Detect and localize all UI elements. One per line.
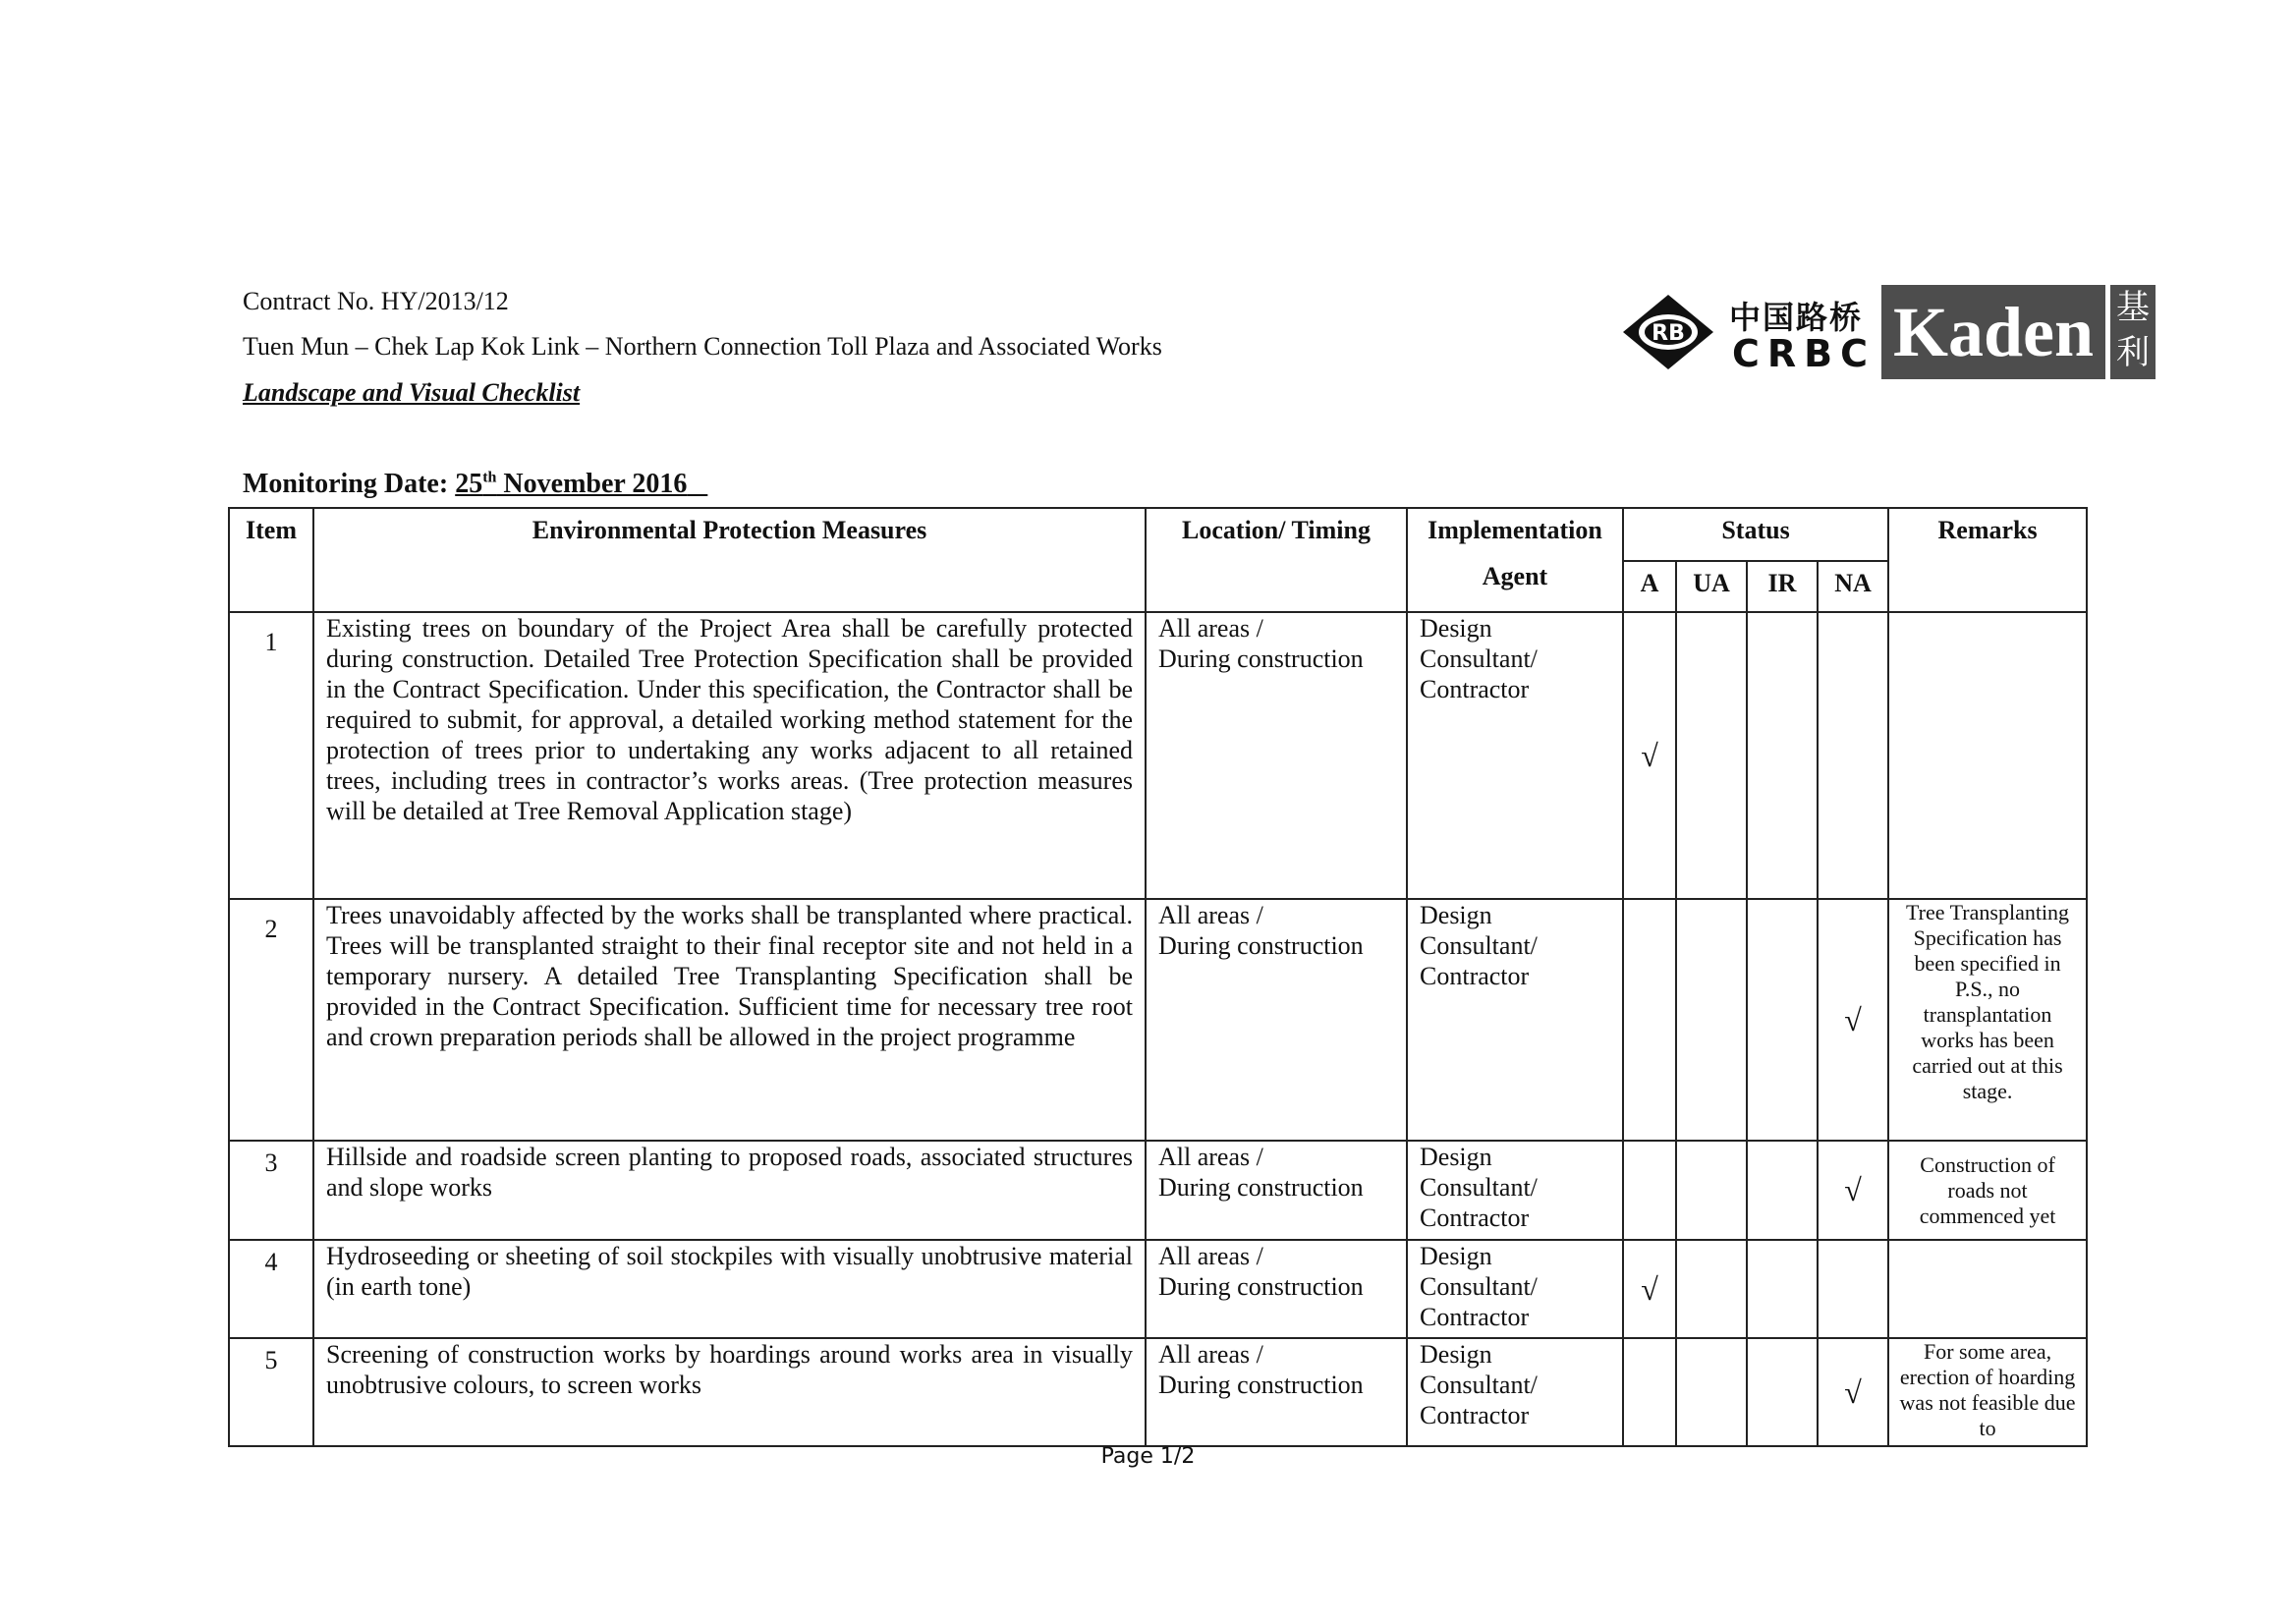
col-header-na: NA [1818, 561, 1888, 612]
agent-line: Consultant/ [1420, 1371, 1538, 1399]
timing-line: During construction [1158, 1173, 1364, 1202]
status-na: √ [1818, 899, 1888, 1141]
agent-line: Design [1420, 901, 1492, 929]
status-ua [1676, 1240, 1747, 1338]
item-number: 2 [229, 899, 313, 1141]
status-na: √ [1818, 1141, 1888, 1240]
status-ir [1747, 612, 1818, 899]
timing-line: During construction [1158, 931, 1364, 960]
location-line: All areas / [1158, 1143, 1263, 1171]
table-row [229, 612, 2087, 899]
col-header-agent-line2: Agent [1482, 562, 1548, 590]
agent-line: Consultant/ [1420, 1272, 1538, 1301]
table-row [229, 1338, 2087, 1446]
col-header-agent [1407, 508, 1623, 612]
agent-line: Contractor [1420, 962, 1530, 990]
status-ua [1676, 612, 1747, 899]
item-number: 3 [229, 1141, 313, 1240]
agent-line: Design [1420, 1242, 1492, 1270]
status-ir [1747, 1240, 1818, 1338]
implementation-agent [1407, 612, 1623, 899]
kaden-chinese-char-1: 基 [2116, 288, 2150, 327]
status-na [1818, 612, 1888, 899]
remarks: Tree Transplanting Specification has been specified in P.S., no transplantation works has been carried out at this stage. [1888, 899, 2087, 1141]
project-title: Tuen Mun – Chek Lap Kok Link – Northern Connection Toll Plaza and Associated Works [243, 332, 1162, 361]
kaden-chinese-logo [2110, 285, 2156, 379]
status-a: √ [1623, 1240, 1676, 1338]
table-row [229, 1141, 2087, 1240]
agent-line: Consultant/ [1420, 644, 1538, 673]
monitoring-date-value [455, 469, 707, 499]
remarks [1888, 1240, 2087, 1338]
status-na [1818, 1240, 1888, 1338]
monitoring-day-suffix: th [482, 469, 497, 486]
monitoring-month-year: November 2016 [496, 469, 688, 499]
timing-line: During construction [1158, 1272, 1364, 1301]
table-row [229, 1240, 2087, 1338]
location-timing [1146, 1141, 1407, 1240]
agent-line: Contractor [1420, 675, 1530, 703]
kaden-logo: Kaden [1881, 285, 2105, 379]
location-line: All areas / [1158, 1340, 1263, 1369]
agent-line: Design [1420, 614, 1492, 643]
rb-logo [1621, 293, 1715, 371]
col-header-location: Location/ Timing [1146, 508, 1407, 612]
status-ua [1676, 1141, 1747, 1240]
remarks: Construction of roads not commenced yet [1888, 1141, 2087, 1240]
status-na: √ [1818, 1338, 1888, 1446]
col-header-remarks: Remarks [1888, 508, 2087, 612]
col-header-a: A [1623, 561, 1676, 612]
header-row [229, 508, 2087, 561]
rb-logo-text: RB [1652, 321, 1685, 346]
measure-text: Trees unavoidably affected by the works shall be transplanted where practical. Trees will be transplanted straight to their final receptor site and not held in a temporary nursery. A detailed Tree Transplanting Specification shall be provided in the Contract Specification. Sufficient time for necessary tree root and crown preparation periods shall be allowed in the project programme [313, 899, 1146, 1141]
status-a [1623, 899, 1676, 1141]
measure-text: Existing trees on boundary of the Project Area shall be carefully protected during construction. Detailed Tree Protection Specification shall be provided in the Contract Specification. Under this specification, the Contractor shall be required to submit, for approval, a detailed working method statement for the protection of trees prior to undertaking any works adjacent to all retained trees, including trees in contractor’s works areas. (Tree protection measures will be detailed at Tree Removal Application stage) [313, 612, 1146, 899]
timing-line: During construction [1158, 644, 1364, 673]
company-logos [1616, 283, 2159, 383]
monitoring-date [243, 469, 707, 500]
implementation-agent [1407, 1240, 1623, 1338]
location-timing [1146, 1338, 1407, 1446]
agent-line: Contractor [1420, 1204, 1530, 1232]
status-ua [1676, 1338, 1747, 1446]
crbc-chinese-logo: 中国路桥 [1729, 299, 1864, 336]
measure-text: Screening of construction works by hoardings around works area in visually unobtrusive colours, to screen works [313, 1338, 1146, 1446]
item-number: 5 [229, 1338, 313, 1446]
implementation-agent [1407, 1141, 1623, 1240]
measure-text: Hydroseeding or sheeting of soil stockpiles with visually unobtrusive material (in earth tone) [313, 1240, 1146, 1338]
location-line: All areas / [1158, 1242, 1263, 1270]
monitoring-day: 25 [455, 469, 483, 499]
implementation-agent [1407, 1338, 1623, 1446]
measure-text: Hillside and roadside screen planting to proposed roads, associated structures and slope works [313, 1141, 1146, 1240]
item-number: 1 [229, 612, 313, 899]
status-a: √ [1623, 612, 1676, 899]
col-header-measures: Environmental Protection Measures [313, 508, 1146, 612]
timing-line: During construction [1158, 1371, 1364, 1399]
agent-line: Consultant/ [1420, 1173, 1538, 1202]
col-header-agent-line1: Implementation [1428, 516, 1602, 544]
location-line: All areas / [1158, 901, 1263, 929]
item-number: 4 [229, 1240, 313, 1338]
status-ir [1747, 1141, 1818, 1240]
agent-line: Design [1420, 1143, 1492, 1171]
status-a [1623, 1338, 1676, 1446]
contract-number: Contract No. HY/2013/12 [243, 287, 509, 315]
col-header-item: Item [229, 508, 313, 612]
status-ua [1676, 899, 1747, 1141]
remarks [1888, 612, 2087, 899]
location-timing [1146, 899, 1407, 1141]
status-a [1623, 1141, 1676, 1240]
status-ir [1747, 1338, 1818, 1446]
page-number: Page 1/2 [1100, 1444, 1196, 1469]
kaden-chinese-char-2: 利 [2116, 333, 2150, 372]
col-header-ir: IR [1747, 561, 1818, 612]
status-ir [1747, 899, 1818, 1141]
agent-line: Consultant/ [1420, 931, 1538, 960]
table-row [229, 899, 2087, 1141]
agent-line: Contractor [1420, 1401, 1530, 1429]
agent-line: Design [1420, 1340, 1492, 1369]
col-header-ua: UA [1676, 561, 1747, 612]
agent-line: Contractor [1420, 1303, 1530, 1331]
location-line: All areas / [1158, 614, 1263, 643]
location-timing [1146, 612, 1407, 899]
checklist-table [228, 507, 2088, 1447]
location-timing [1146, 1240, 1407, 1338]
col-header-status: Status [1623, 508, 1888, 561]
checklist-title: Landscape and Visual Checklist [243, 378, 581, 407]
monitoring-date-label: Monitoring Date: [243, 469, 456, 499]
remarks: For some area, erection of hoarding was not feasible due to [1888, 1338, 2087, 1446]
implementation-agent [1407, 899, 1623, 1141]
crbc-logo: CRBC [1732, 332, 1876, 375]
